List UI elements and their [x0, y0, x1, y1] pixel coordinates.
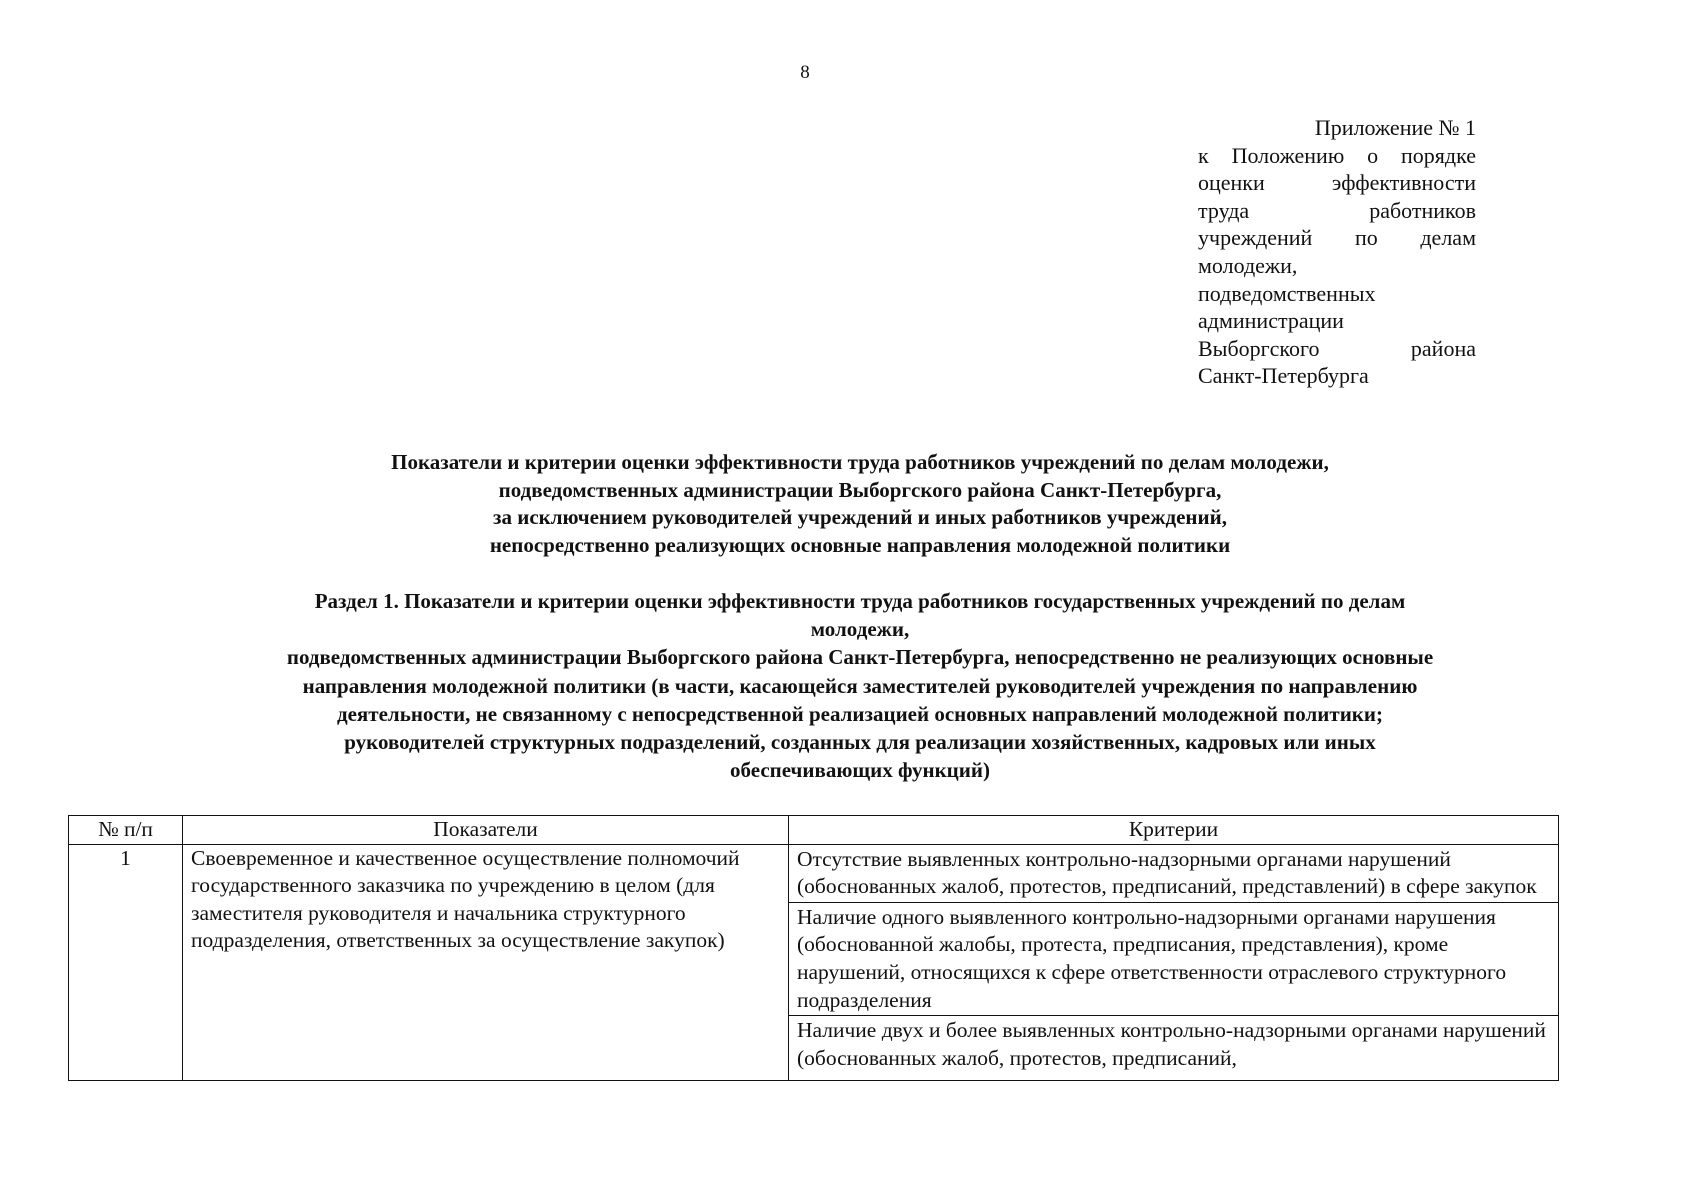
section-line: руководителей структурных подразделений, созданных для реализации хозяйственных, кадровых или иных — [344, 730, 1376, 755]
section-line: направления молодежной политики (в части, касающейся заместителей руководителей учреждения по направлению — [302, 673, 1418, 698]
document-title — [60, 449, 1660, 559]
appendix-line: администрации — [1198, 308, 1344, 334]
header-criteria: Критерии — [789, 816, 1559, 845]
table-header-row — [69, 816, 1559, 845]
section-line: Раздел 1. Показатели и критерии оценки эффективности труда работников государственных учреждений по делам — [314, 589, 1406, 613]
page-number: 8 — [800, 62, 810, 83]
section-line: молодежи, — [810, 617, 910, 642]
appendix-line: Санкт-Петербурга — [1198, 363, 1369, 389]
section-line: обеспечивающих функций) — [730, 758, 990, 783]
appendix-line: Приложение № 1 — [1314, 115, 1476, 140]
appendix-note — [1198, 114, 1476, 390]
title-line: подведомственных администрации Выборгского района Санкт-Петербурга, — [498, 477, 1222, 502]
criterion-cell: Наличие одного выявленного контрольно-надзорными органами нарушения (обоснованной жалобы, протеста, предписания, представления), кроме нарушений, относящихся к сфере ответственности отраслевого структурного подразделения — [789, 902, 1559, 1015]
criteria-table — [68, 815, 1559, 1081]
criterion-cell: Отсутствие выявленных контрольно-надзорными органами нарушений (обоснованных жалоб, протестов, предписаний, представлений) в сфере закупок — [789, 844, 1559, 902]
title-line: за исключением руководителей учреждений и иных работников учреждений, — [493, 505, 1227, 530]
header-indicators: Показатели — [183, 816, 789, 845]
appendix-line: труда работников — [1198, 197, 1476, 223]
criterion-cell: Наличие двух и более выявленных контрольно-надзорными органами нарушений (обоснованных жалоб, протестов, предписаний, — [789, 1016, 1559, 1081]
header-num: № п/п — [69, 816, 183, 845]
appendix-line: молодежи, — [1198, 252, 1298, 278]
section-heading — [60, 587, 1660, 784]
appendix-line: учреждений по делам — [1198, 225, 1476, 251]
table-row — [69, 844, 1559, 902]
row-number: 1 — [69, 844, 183, 1081]
section-line: деятельности, не связанному с непосредственной реализацией основных направлений молодежной политики; — [336, 701, 1383, 726]
appendix-line: к Положению о порядке — [1198, 142, 1476, 168]
section-line: подведомственных администрации Выборгского района Санкт-Петербурга, непосредственно не реализующих основные — [286, 645, 1434, 670]
appendix-line: Выборгского района — [1198, 335, 1476, 361]
appendix-line: оценки эффективности — [1198, 170, 1476, 196]
appendix-line: подведомственных — [1198, 280, 1376, 306]
title-line: непосредственно реализующих основные направления молодежной политики — [489, 532, 1231, 557]
indicator-cell: Своевременное и качественное осуществление полномочий государственного заказчика по учреждению в целом (для заместителя руководителя и начальника структурного подразделения, ответственных за осуществление закупок) — [183, 844, 789, 1081]
title-line: Показатели и критерии оценки эффективности труда работников учреждений по делам молодежи, — [391, 450, 1329, 474]
